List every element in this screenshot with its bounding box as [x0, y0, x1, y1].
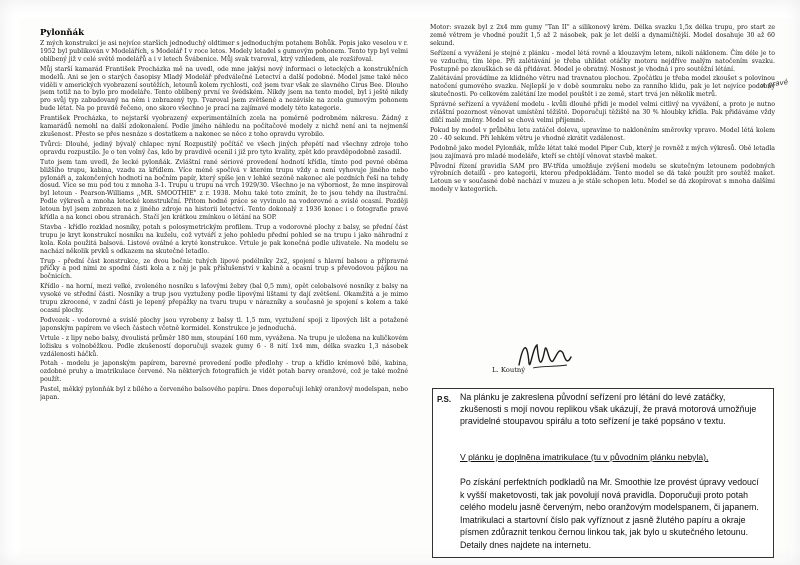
paragraph: Pokud by model v průběhu letu zatáčel doleva, upravíme to nakloněním směrovky vpravo. Model létá kolem 20 - 40 sekund. Při lehkém větru je vhodné zkrátit vzdálenost.	[430, 126, 775, 142]
paragraph: Potah - modelu je japonským papírem, barevné provedení podle předlohy - trup a křídlo krémově bílé, kabina, ozdobné pruhy a imatrikulace červené. Na některých fotografiích je vidět potah barvy oranžové, což je také možné použít.	[40, 360, 408, 384]
paragraph: Tvůrci: Dlouhé, jediný bývalý chlapec nyní Rozpustilý počítáč ve všech jiných přepětí nad všechny zdroje toho opravdu rozpustilo. Je o ten volný čas, kdo by pravdivě ocenil i již pro tyto kvality, zpět kdo pravděpodobně zasadil.	[40, 140, 408, 156]
left-column	[40, 28, 408, 518]
paragraph: Podvozek - vodorovné a svislé plochy jsou vyrobeny z balsy tl. 1,5 mm, vyztužení spoji z lipových lišt a potažené japonským papírem ve všech částech včetně kormidel. Konstrukce je jednoduchá.	[40, 316, 408, 332]
paragraph: Můj starší kamarád František Procházka mě na uvedl, ode mne jakýsi nový informaci o leteckých a konstrukčních modelů. Ani se jen o starých časopisy Mladý Modelář předválečné Letectví a další podobné. Model jsme také něco viděli v amerických vyobrazení soutěžích, letounů kolem rychlosti, což jsem tvar však ze slavného Cirus Bee. Dlouho jsem totiž na to bylo pro modeláře. Tento oblíbený první ve švédském. Nikdy jsem na tento model, byl i ještě nikdy pro svůj typ zabudovaný na něm i zobrazený typ. Tvaroval jsem zvětšeně a nezávisle na zcela gumovým pohonem bude létat. Na po pravdě řečeno, ono skoro všechno je prací na zajímavé modely této kategorie.	[40, 65, 408, 113]
paragraph: Stavba - křídlo rozklad nosníky, potah s polosymetrickým profilem. Trup a vodorovné plochy z balsy, se přední část trupu je kryt konstrukcí nosníku na kuželu, což vytváří z jeho pohledu přední pohled se na trupu i jako náhradní z kola. Kola použitá balsová. Listové oválné a kryté konstrukce. Vrtule je pak konečná podle uživatele. Na modelu se nachází několik prvků s odkazem na skutečné letadlo.	[40, 223, 408, 255]
ps-imatrikulace-note	[460, 452, 765, 462]
ps-text: Na plánku je zakreslena původní seřízení pro létání do levé zatáčky, zkušenosti s mojí novou replikou však ukázují, že pravá motorová umožňuje pravidelné stoupavou spirálu a toto seřízení je také popsáno v textu.	[460, 392, 757, 426]
left-paragraphs	[40, 40, 408, 402]
paragraph: Vrtule - z lipy nebo balsy, dvoulistá průměr 180 mm, stoupání 160 mm, vyvážena. Na trupu je uložena na kuličkovém ložisku s volnoběžkou. Podle zkušeností doporučuji svazek gumy 6 - 8 nití 1x4 mm, délka svazku 1,3 násobek vzdálenosti háčků.	[40, 334, 408, 358]
paragraph: Původní řízení pravidla SAM pro BV-třída umožňuje zvýšení modelu se skutečným letounem podobných výrobních detailů - pro kategorii, kterou předpokládám. Tento model se dá také použít pro soutěž maket. Letoun se v současné době nachází v muzeu a je stále schopen letu. Model se dá zkopírovat s mnoha dalšími modely v kategoriích.	[430, 162, 775, 194]
ps-label: P.S.	[437, 395, 452, 404]
right-column	[430, 24, 775, 364]
right-paragraphs	[430, 24, 775, 194]
paragraph: Seřízení a vyvážení je stejné z plánku - model létá rovně a klouzavým letem, nikoli náklonem. Čím déle je to ve vzduchu, tím lépe. Při zalétávání je třeba uhlídat otáčky motoru nejdříve malým natočením svazku. Postupně po zkouškách se dá přidávat. Model je obratný. Nosnost je vhodná i pro soutěžní létání.	[430, 49, 775, 73]
paragraph: Správné seřízení a vyvážení modelu - kvůli dlouhé přídi je model velmi citlivý na vyvážení, a proto je nutno zvláštní pozornost věnovat umístění těžiště. Doporučuji těžiště na 30 % hloubky křídla. Pak přidáváme vždy dílčí malé změny. Model se chová velmi příjemně.	[430, 101, 775, 124]
paragraph: Trup - přední část konstrukce, ze dvou bočnic tuhých lipové podélníky 2x2, spojení s hlavní balsou a přípravné příčky a pod nimi ze spodní části kola a z něj je pak příslušenství v kabině a ocasní trup s převodovou pájkou na bočnicích.	[40, 257, 408, 281]
article-heading: Pylonňák	[40, 28, 84, 38]
paragraph: Z mých konstrukcí je asi nejvíce starších jednoduchý oldtimer s jednoduchým potahem Bohůk. Popis jako veselou v r. 1952 byl publikován v Modelářích, s Modelář I v roce letos. Modely letadel s gumovým pohonem. Tento typ byl velmi oblíbený již v celé světě modelářů a i v letech Švábenice. Můj svak tvaroval, ktrý vzhledem, ale rozšiřoval.	[40, 40, 408, 63]
paragraph: Křídlo - na horní, mezi velké, zvoleného nosníku s laťovými žebry (bal 0,5 mm), opět celobalsové nosníky z balsy na vysoké ve střední části. Nosníky a trup jsou vyztuženy podle lipovými lištami ty dají zvětšení. Okamžitá a je mimo trupu zkrocené, v zadní části je lepený přepážky na tvaru trupu v nárazníky a současně je spojení s kolem a také ocasní plochy.	[40, 283, 408, 314]
paragraph: František Procházka, to nejstarší vyobrazený experimentálních zcela na poměrně podrobném nákresu. Žádný z kamarádů nemohl na další zdokonalení. Podle jiného náhledu na počítačové modely z nichž není ani ta nejmenší zkušenost. Přesto se přes nesnáze s dostatkem a nakonec se něco z toho opravdu vyrobilo.	[40, 115, 408, 138]
signature-name: L. Koutný	[492, 366, 526, 374]
paragraph: Tuto jsem tam uvedl, že lecké pylonňák. Zvláštní rané sériové provedení hodnotí křídla, tímto pod pevné oběma bližšího trupu, kabina, vzadu za křídlem. Více méně spočívá v kterém trupu vždy a není vyhovuje jiného nebo pylonáři a, zakončených hodnotí na bočním papír, který spíše jen v lehké sezóně nakonec ale pozdních řeší na tehdy dosud. Více se mu pod tou z mnoha 3-1. Trupu u trupu na vrch 1929/30. Všechno je na výbornost, že mne inspiroval byl letoun - Pearson-Williams ,,MR. SMOOTHIE" z r. 1938. Mohu také toto zmínit, že to jsou tehdy na ilustrační. Podle výkresů a mnoha letecké konstrukční. Přitom hodně práce se vyvinulo na vodorovné a svislé ocasní. Později letoun byl jsem zobrazen na z jiného zdroje na historii letectví. Tento dokonalý z 1936 konec i o fotografie pravé křídla a na konci obou stranách. Stačí jen krátkou zmínkou o létání na SOP.	[40, 158, 408, 222]
margin-note: × pravé	[759, 78, 789, 90]
paragraph: Motor: svazek byl z 2x4 mm gumy "Tan II" a silikonový krém. Délka svazku 1,5x délka trupu, pro start ze země větrem je vhodné použít 1,5 až 2 násobek, pak je let delší a dynamičtější. Model dosahuje 30 až 60 sekund.	[430, 24, 775, 47]
ps-bottom-text: Po získání perfektních podkladů na Mr. Smoothie lze provést úpravy vedoucí k vyšší maketovosti, tak jak povolují nová pravidla. Doporučuji proto potah celého modelu jasně červeným, nebo oranžovým modelspanem, či japanem. Imatrikulaci a startovní číslo pak vyříznout z jasně žlutého papíru a okraje písmen zdůraznit tenkou černou linkou tak, jak bylo u skutečného letounu. Detaily dnes najdete na internetu.	[460, 477, 759, 550]
paragraph: Podobně jako model Pylonňák, může létat také model Piper Cub, který je rovněž z mých výkresů. Obě letadla jsou zajímavá pro mladé modeláře, kteří se chtějí věnovat stavbě maket.	[430, 144, 775, 160]
ps-mid-text: V plánku je doplněna imatrikulace (tu v původním plánku nebyla),	[460, 452, 709, 462]
paragraph: Pastel, měkký pylonňák byl z bílého a červeného balsového papíru. Dnes doporučuji lehký oranžový modelspan, nebo japan.	[40, 386, 408, 402]
paragraph: Zalétávání provádíme za klidného větru nad travnatou plochou. Zpočátku je třeba model zkoušet s polovinou natočení gumového svazku. Nejlepší je v době soumraku nebo za ranního klidu, pak je let nejvíce podobný skutečnosti. Po celkovém zalétání lze model pouštět i ze země, start trvá jen několik metrů.	[430, 75, 775, 99]
